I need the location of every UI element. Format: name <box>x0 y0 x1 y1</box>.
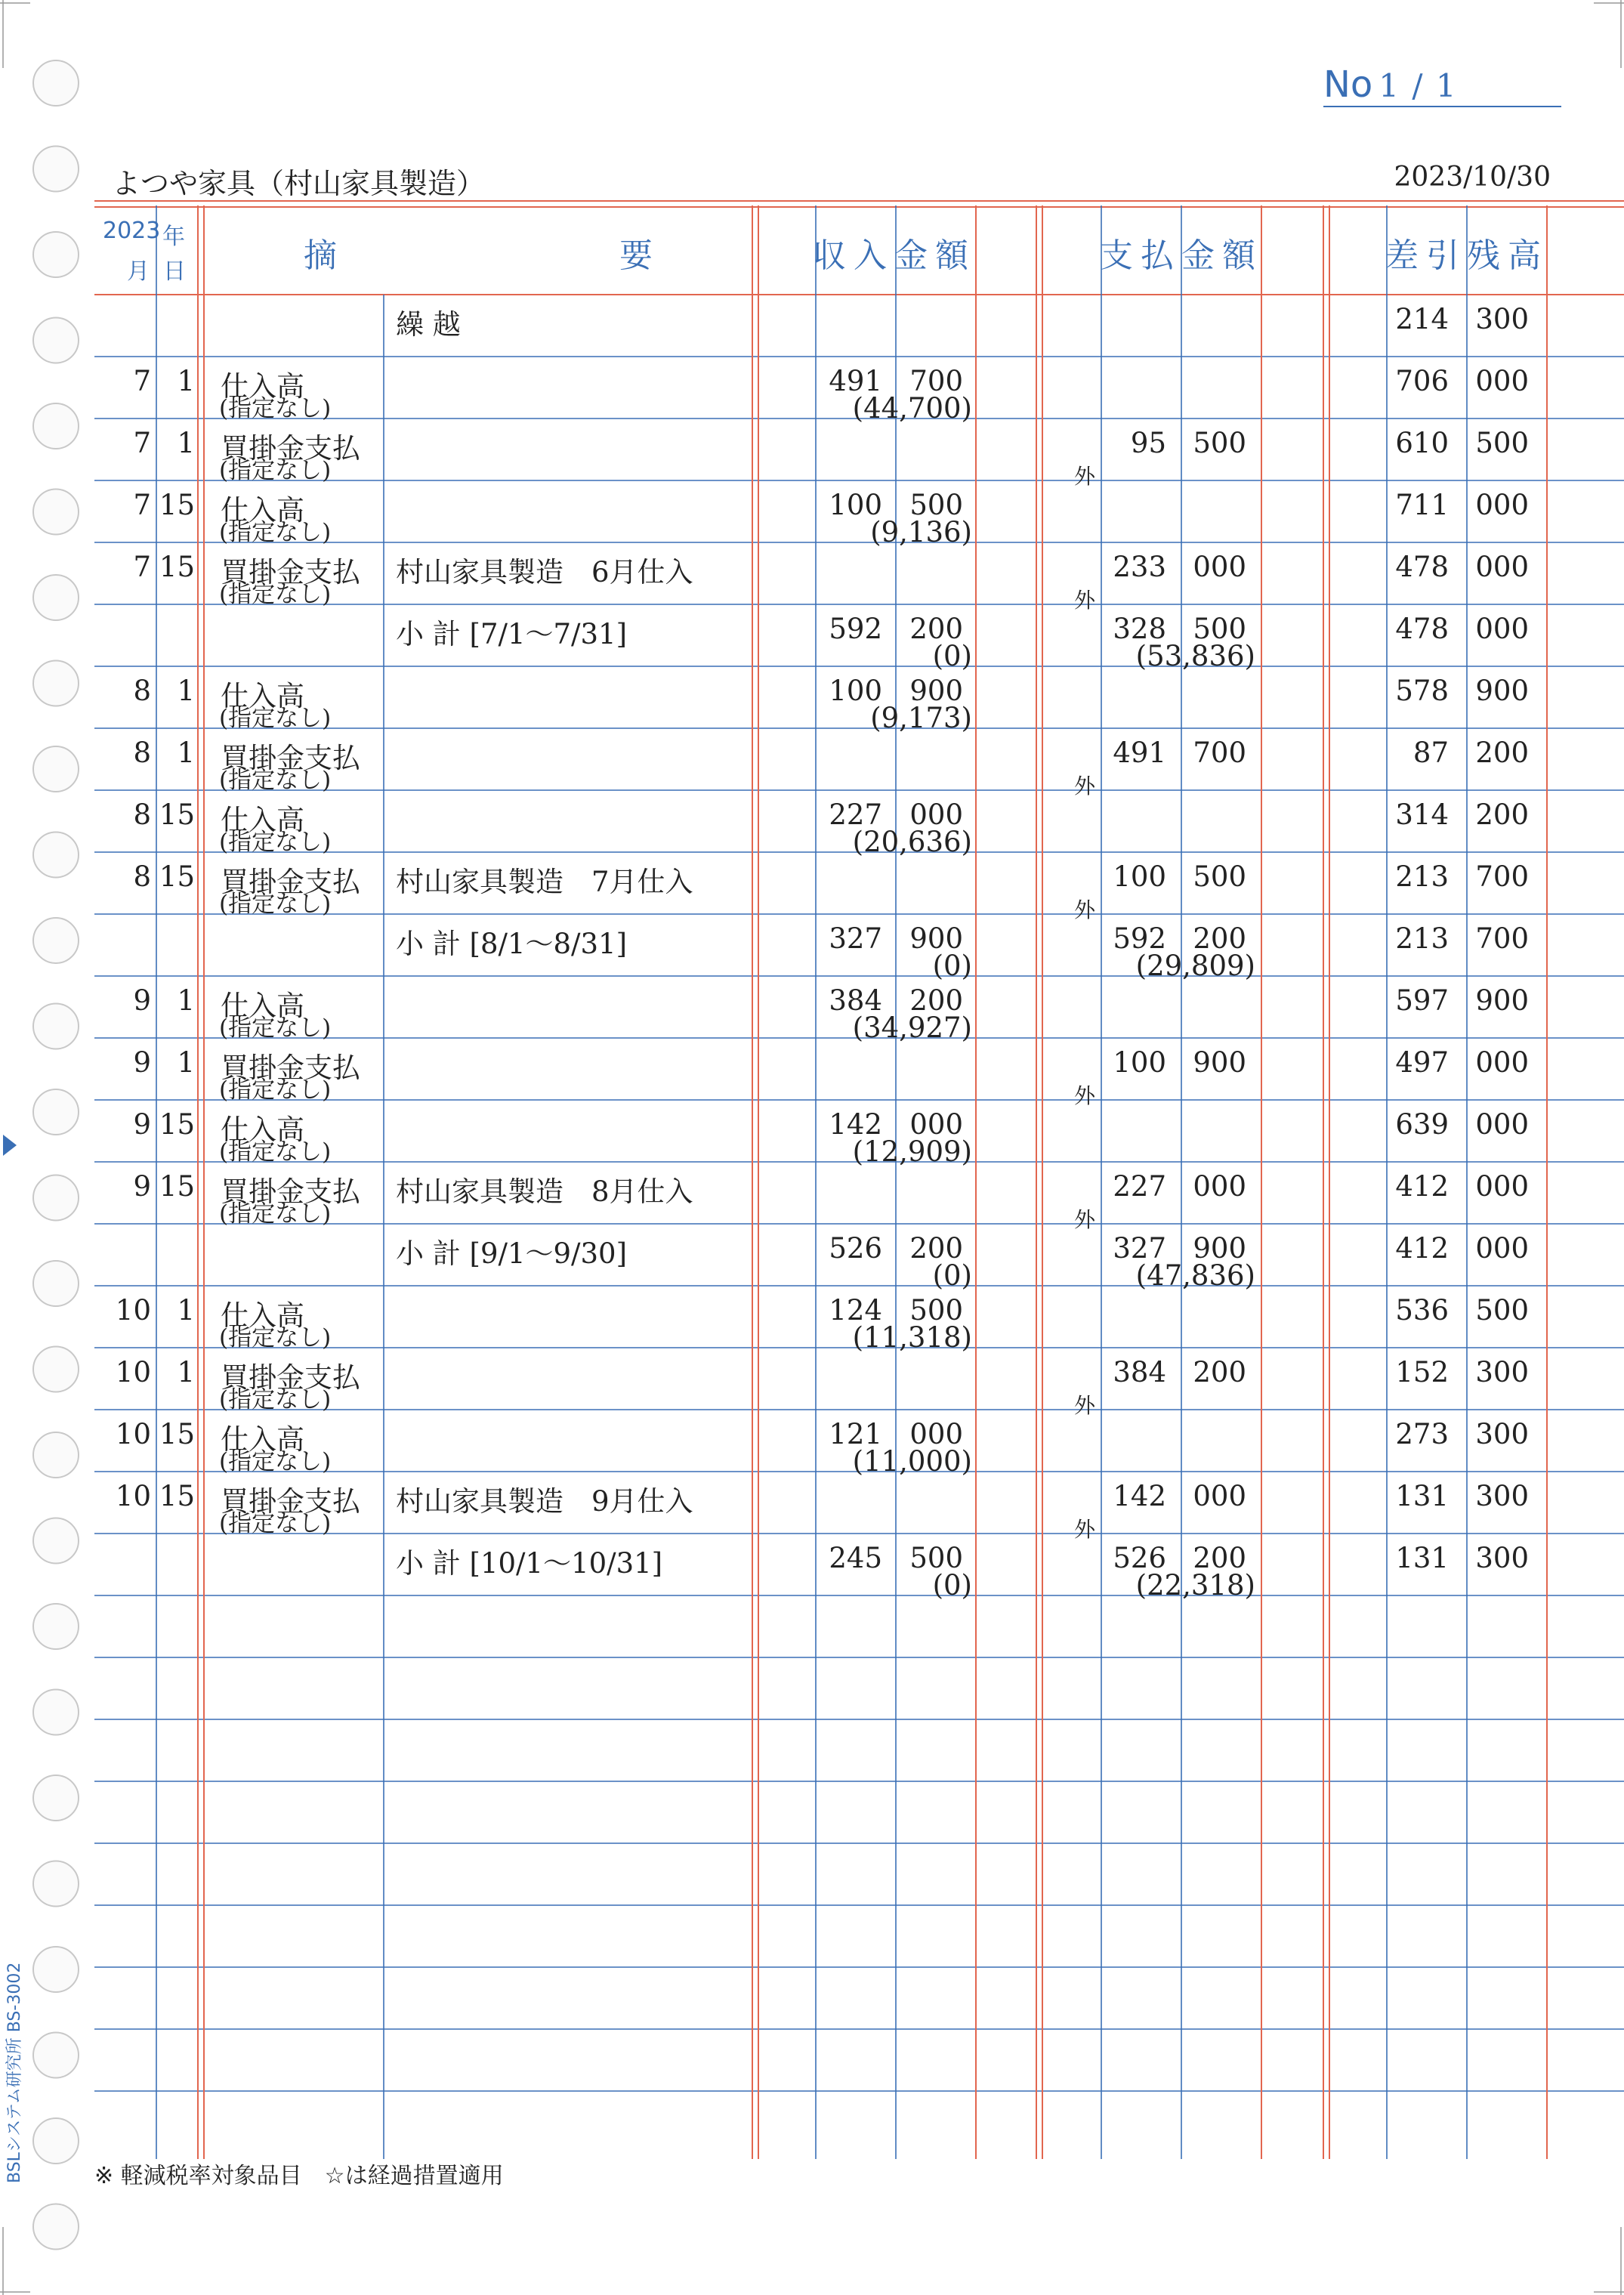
column-desc-part2: 要 <box>619 236 653 275</box>
footer-note: ※ 軽減税率対象品目 ☆は経過措置適用 <box>94 2163 504 2189</box>
binder-hole-icon <box>33 147 79 192</box>
row-payment-units: 500 <box>1193 860 1246 893</box>
row-description: 村山家具製造 7月仕入 <box>396 866 693 898</box>
row-balance-units: 000 <box>1475 1232 1529 1265</box>
row-balance-thousands: 597 <box>1395 984 1449 1017</box>
row-item: 買掛金支払 <box>221 432 360 465</box>
row-month: 9 <box>133 1170 151 1203</box>
row-income-units: 000 <box>909 1418 963 1450</box>
binder-hole-icon <box>33 490 79 535</box>
row-balance-thousands: 87 <box>1413 737 1449 769</box>
binder-hole-icon <box>33 2033 79 2078</box>
row-income-thousands: 142 <box>829 1108 882 1141</box>
row-item: 買掛金支払 <box>221 1485 360 1518</box>
row-month: 10 <box>115 1356 151 1388</box>
row-income-units: 200 <box>909 613 963 645</box>
row-income-thousands: 592 <box>829 613 882 645</box>
binder-hole-icon <box>33 661 79 706</box>
row-income-thousands: 245 <box>829 1542 882 1574</box>
row-description: 村山家具製造 8月仕入 <box>396 1175 693 1208</box>
row-item-sub: (指定なし) <box>219 1015 332 1042</box>
row-payment-flag: 外 <box>1074 774 1096 798</box>
row-payment-units: 500 <box>1193 613 1246 645</box>
row-balance-thousands: 536 <box>1395 1294 1449 1327</box>
binder-hole-icon <box>33 232 79 277</box>
row-income-tax: (9,173) <box>870 702 972 734</box>
row-income-thousands: 124 <box>829 1294 882 1327</box>
row-balance-units: 000 <box>1475 613 1529 645</box>
row-day: 15 <box>159 551 195 583</box>
row-description: 村山家具製造 9月仕入 <box>396 1485 693 1518</box>
binder-hole-icon <box>33 403 79 449</box>
row-payment-thousands: 100 <box>1113 860 1166 893</box>
row-income-thousands: 121 <box>829 1418 882 1450</box>
row-payment-thousands: 328 <box>1113 613 1166 645</box>
row-income-units: 900 <box>909 922 963 955</box>
row-payment-tax: (22,318) <box>1135 1569 1255 1602</box>
row-balance-units: 200 <box>1475 737 1529 769</box>
row-income-thousands: 227 <box>829 798 882 831</box>
row-income-tax: (44,700) <box>852 392 972 425</box>
row-balance-units: 700 <box>1475 860 1529 893</box>
row-balance-units: 300 <box>1475 1542 1529 1574</box>
binder-hole-icon <box>33 1861 79 1907</box>
row-item: 仕入高 <box>221 1114 304 1146</box>
row-item-sub: (指定なし) <box>219 1076 332 1104</box>
row-item: 仕入高 <box>221 370 304 403</box>
row-day: 1 <box>177 984 195 1017</box>
row-payment-flag: 外 <box>1074 464 1096 489</box>
row-balance-thousands: 639 <box>1395 1108 1449 1141</box>
row-payment-tax: (47,836) <box>1135 1259 1255 1292</box>
row-balance-thousands: 578 <box>1395 675 1449 707</box>
row-payment-units: 000 <box>1193 1480 1246 1512</box>
binder-hole-icon <box>33 1347 79 1392</box>
row-item-sub: (指定なし) <box>219 457 332 484</box>
binder-hole-icon <box>33 1947 79 1992</box>
row-day: 1 <box>177 737 195 769</box>
binder-hole-icon <box>33 1604 79 1649</box>
row-day: 1 <box>177 1046 195 1079</box>
column-balance: 差引残高 <box>1385 236 1548 275</box>
row-income-thousands: 100 <box>829 489 882 521</box>
row-balance-thousands: 131 <box>1395 1480 1449 1512</box>
row-item: 買掛金支払 <box>221 556 360 588</box>
row-item-sub: (指定なし) <box>219 1200 332 1228</box>
row-item: 仕入高 <box>221 680 304 712</box>
row-balance-units: 000 <box>1475 1046 1529 1079</box>
page-number <box>1323 62 1458 106</box>
row-payment-flag: 外 <box>1074 1517 1096 1542</box>
row-balance-thousands: 152 <box>1395 1356 1449 1388</box>
row-payment-flag: 外 <box>1074 588 1096 613</box>
row-payment-units: 700 <box>1193 737 1246 769</box>
binder-hole-icon <box>33 832 79 878</box>
row-payment-units: 500 <box>1193 427 1246 459</box>
row-day: 1 <box>177 365 195 397</box>
row-item: 買掛金支払 <box>221 1175 360 1208</box>
row-item-sub: (指定なし) <box>219 1386 332 1413</box>
column-desc-part1: 摘 <box>304 236 337 275</box>
binder-hole-icon <box>33 60 79 106</box>
row-month: 8 <box>133 675 151 707</box>
row-balance-units: 300 <box>1475 303 1529 335</box>
row-item-sub: (指定なし) <box>219 1510 332 1537</box>
row-item: 仕入高 <box>221 1423 304 1456</box>
row-item: 仕入高 <box>221 1299 304 1332</box>
row-day: 1 <box>177 675 195 707</box>
side-label: BSLシステム研究所 BS-3002 <box>5 1962 24 2183</box>
row-payment-thousands: 526 <box>1113 1542 1166 1574</box>
row-day: 15 <box>159 1170 195 1203</box>
row-income-units: 500 <box>909 1294 963 1327</box>
row-day: 15 <box>159 1418 195 1450</box>
page-number-label: No <box>1323 63 1373 106</box>
print-date: 2023/10/30 <box>1394 162 1551 193</box>
row-month: 9 <box>133 984 151 1017</box>
row-item-sub: (指定なし) <box>219 829 332 856</box>
column-payment: 支払金額 <box>1100 236 1263 275</box>
row-income-tax: (12,909) <box>852 1135 972 1168</box>
row-income-units: 500 <box>909 1542 963 1574</box>
row-month: 10 <box>115 1480 151 1512</box>
row-item: 仕入高 <box>221 494 304 527</box>
row-income-tax: (34,927) <box>852 1012 972 1044</box>
row-income-tax: (20,636) <box>852 826 972 858</box>
binder-hole-icon <box>33 1175 79 1221</box>
row-description: 村山家具製造 6月仕入 <box>396 556 693 588</box>
row-item-sub: (指定なし) <box>219 1138 332 1166</box>
row-item: 買掛金支払 <box>221 1052 360 1084</box>
page-number-value: 1 / 1 <box>1379 67 1458 104</box>
row-payment-tax: (53,836) <box>1135 640 1255 672</box>
row-payment-tax: (29,809) <box>1135 950 1255 982</box>
row-payment-units: 000 <box>1193 1170 1246 1203</box>
row-month: 9 <box>133 1108 151 1141</box>
row-income-tax: (0) <box>932 640 972 672</box>
row-payment-units: 200 <box>1193 1356 1246 1388</box>
binder-hole-icon <box>33 2204 79 2250</box>
row-income-thousands: 384 <box>829 984 882 1017</box>
row-balance-units: 300 <box>1475 1480 1529 1512</box>
row-balance-thousands: 497 <box>1395 1046 1449 1079</box>
row-day: 1 <box>177 1294 195 1327</box>
row-balance-units: 000 <box>1475 489 1529 521</box>
row-item-sub: (指定なし) <box>219 891 332 918</box>
row-payment-thousands: 100 <box>1113 1046 1166 1079</box>
binder-hole-icon <box>33 1518 79 1564</box>
row-day: 1 <box>177 1356 195 1388</box>
binder-hole-icon <box>33 1432 79 1478</box>
row-balance-units: 000 <box>1475 365 1529 397</box>
row-balance-units: 000 <box>1475 1170 1529 1203</box>
row-balance-thousands: 131 <box>1395 1542 1449 1574</box>
column-year-label: 年 <box>162 224 185 250</box>
row-description: 小 計 [8/1～8/31] <box>396 928 628 960</box>
row-payment-units: 900 <box>1193 1046 1246 1079</box>
row-balance-thousands: 314 <box>1395 798 1449 831</box>
row-income-tax: (0) <box>932 1569 972 1602</box>
row-balance-units: 900 <box>1475 984 1529 1017</box>
row-description: 繰 越 <box>396 308 461 341</box>
row-balance-units: 500 <box>1475 1294 1529 1327</box>
row-month: 7 <box>133 365 151 397</box>
row-item: 買掛金支払 <box>221 1361 360 1394</box>
row-payment-units: 200 <box>1193 922 1246 955</box>
row-day: 15 <box>159 798 195 831</box>
row-income-tax: (0) <box>932 950 972 982</box>
row-balance-thousands: 412 <box>1395 1170 1449 1203</box>
row-item-sub: (指定なし) <box>219 1324 332 1351</box>
row-payment-thousands: 142 <box>1113 1480 1166 1512</box>
row-income-units: 900 <box>909 675 963 707</box>
binder-hole-icon <box>33 1261 79 1306</box>
row-day: 1 <box>177 427 195 459</box>
row-balance-thousands: 711 <box>1395 489 1449 521</box>
row-payment-thousands: 491 <box>1113 737 1166 769</box>
row-description: 小 計 [10/1～10/31] <box>396 1547 663 1580</box>
row-balance-thousands: 412 <box>1395 1232 1449 1265</box>
row-item: 仕入高 <box>221 804 304 836</box>
row-payment-thousands: 233 <box>1113 551 1166 583</box>
row-day: 15 <box>159 860 195 893</box>
row-month: 8 <box>133 737 151 769</box>
row-day: 15 <box>159 1108 195 1141</box>
row-balance-units: 000 <box>1475 551 1529 583</box>
row-income-units: 500 <box>909 489 963 521</box>
row-month: 8 <box>133 798 151 831</box>
row-balance-units: 900 <box>1475 675 1529 707</box>
row-balance-thousands: 706 <box>1395 365 1449 397</box>
page-number-underline <box>1323 106 1561 107</box>
row-balance-units: 500 <box>1475 427 1529 459</box>
row-item-sub: (指定なし) <box>219 705 332 732</box>
binder-hole-icon <box>33 1690 79 1735</box>
row-income-units: 200 <box>909 984 963 1017</box>
binder-hole-icon <box>33 1775 79 1821</box>
row-month: 7 <box>133 427 151 459</box>
row-income-tax: (11,318) <box>852 1321 972 1354</box>
row-month: 10 <box>115 1418 151 1450</box>
row-income-thousands: 491 <box>829 365 882 397</box>
row-balance-units: 200 <box>1475 798 1529 831</box>
row-balance-units: 300 <box>1475 1418 1529 1450</box>
row-day: 15 <box>159 1480 195 1512</box>
row-payment-flag: 外 <box>1074 1083 1096 1108</box>
row-month: 10 <box>115 1294 151 1327</box>
binder-hole-icon <box>33 2118 79 2164</box>
row-balance-thousands: 213 <box>1395 860 1449 893</box>
row-balance-units: 700 <box>1475 922 1529 955</box>
row-payment-flag: 外 <box>1074 1207 1096 1232</box>
binder-hole-icon <box>33 1004 79 1049</box>
row-income-thousands: 526 <box>829 1232 882 1265</box>
row-description: 小 計 [9/1～9/30] <box>396 1237 628 1270</box>
row-balance-thousands: 273 <box>1395 1418 1449 1450</box>
row-month: 9 <box>133 1046 151 1079</box>
row-income-units: 200 <box>909 1232 963 1265</box>
row-payment-flag: 外 <box>1074 897 1096 922</box>
row-income-units: 700 <box>909 365 963 397</box>
row-payment-flag: 外 <box>1074 1393 1096 1418</box>
row-balance-thousands: 478 <box>1395 613 1449 645</box>
row-payment-units: 000 <box>1193 551 1246 583</box>
row-payment-thousands: 327 <box>1113 1232 1166 1265</box>
binder-hole-icon <box>33 918 79 963</box>
triangle-marker-icon <box>3 1135 17 1156</box>
column-month-label: 月 <box>127 258 150 285</box>
row-income-units: 000 <box>909 1108 963 1141</box>
company-name: よつや家具（村山家具製造） <box>112 167 486 200</box>
row-income-thousands: 100 <box>829 675 882 707</box>
row-month: 8 <box>133 860 151 893</box>
row-item-sub: (指定なし) <box>219 395 332 422</box>
row-month: 7 <box>133 551 151 583</box>
row-balance-thousands: 214 <box>1395 303 1449 335</box>
row-income-tax: (9,136) <box>870 516 972 548</box>
column-day-label: 日 <box>163 258 186 285</box>
row-payment-thousands: 592 <box>1113 922 1166 955</box>
row-item: 買掛金支払 <box>221 742 360 774</box>
row-item: 仕入高 <box>221 990 304 1022</box>
binder-hole-icon <box>33 575 79 620</box>
row-item: 買掛金支払 <box>221 866 360 898</box>
row-payment-units: 900 <box>1193 1232 1246 1265</box>
row-payment-thousands: 95 <box>1130 427 1166 459</box>
row-payment-thousands: 384 <box>1113 1356 1166 1388</box>
row-income-tax: (11,000) <box>852 1445 972 1478</box>
column-year: 2023 <box>103 218 161 244</box>
row-balance-thousands: 610 <box>1395 427 1449 459</box>
row-item-sub: (指定なし) <box>219 581 332 608</box>
row-day: 15 <box>159 489 195 521</box>
binder-hole-icon <box>33 1089 79 1135</box>
row-balance-units: 300 <box>1475 1356 1529 1388</box>
row-income-thousands: 327 <box>829 922 882 955</box>
binder-hole-icon <box>33 318 79 363</box>
row-payment-thousands: 227 <box>1113 1170 1166 1203</box>
row-balance-units: 000 <box>1475 1108 1529 1141</box>
row-income-tax: (0) <box>932 1259 972 1292</box>
row-month: 7 <box>133 489 151 521</box>
row-income-units: 000 <box>909 798 963 831</box>
row-balance-thousands: 213 <box>1395 922 1449 955</box>
row-item-sub: (指定なし) <box>219 519 332 546</box>
row-description: 小 計 [7/1～7/31] <box>396 618 628 650</box>
column-income: 収入金額 <box>813 236 976 275</box>
row-balance-thousands: 478 <box>1395 551 1449 583</box>
row-payment-units: 200 <box>1193 1542 1246 1574</box>
binder-hole-icon <box>33 746 79 792</box>
row-item-sub: (指定なし) <box>219 767 332 794</box>
row-item-sub: (指定なし) <box>219 1448 332 1475</box>
